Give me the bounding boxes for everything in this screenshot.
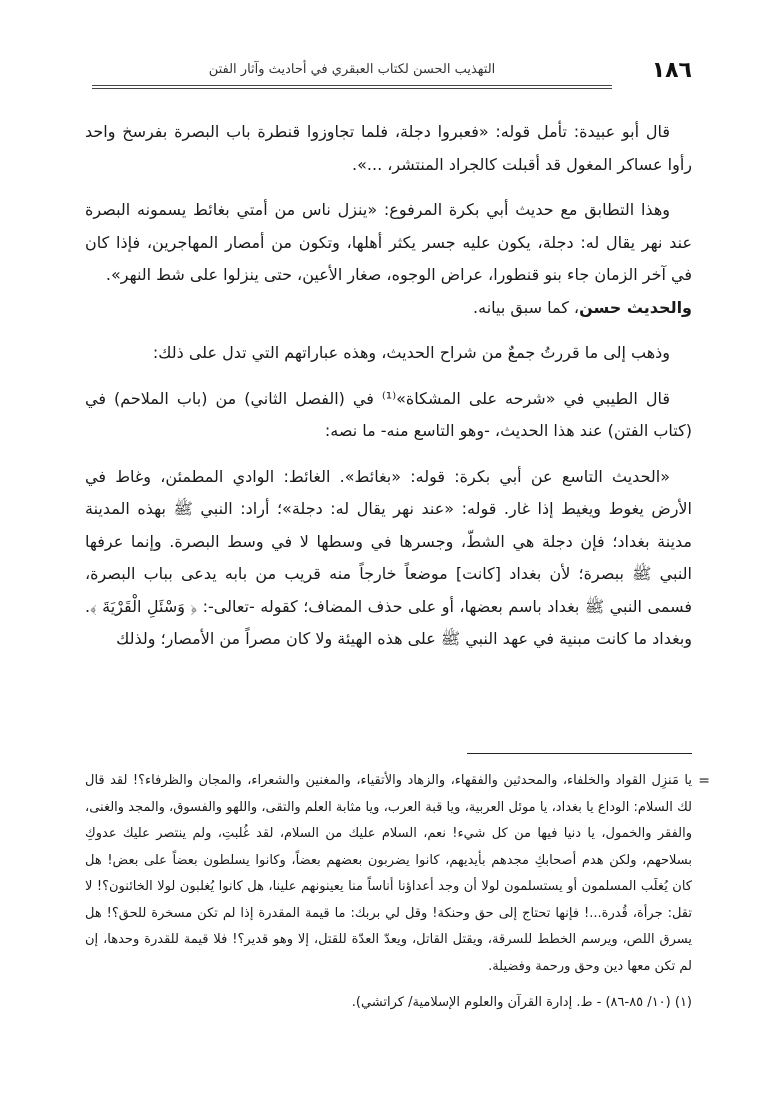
paragraph-tibi-quote: «الحديث التاسع عن أبي بكرة: قوله: «بغائط». الغائط: الوادي المطمئن، وغاط في الأرض يغوط ويغيط إذا غار. قوله: «عند نهر يقال له: دجلة»؛ أراد: النبي ﷺ بهذه المدينة مدينة بغداد؛ فإن دجلة هي الشطّ، وجسرها في وسطها لا في وسط البصرة. وإنما عرفها النبي ﷺ ببصرة؛ لأن بغداد [كانت] موضعاً خارجاً منه قريب من بابه يدعى بباب البصرة، فسمى النبي ﷺ بغداد باسم بعضها، أو على حذف المضاف؛ كقوله -تعالى-: ﴿ وَسْئَلِ الْقَرْيَةَ ﴾. وبغداد ما كانت مبنية في عهد النبي ﷺ على هذه الهيئة ولا كان مصراً من الأمصار؛ ولذلك	[85, 466, 692, 648]
page-number: ١٨٦	[651, 58, 692, 83]
footnote-continuation-text: يا مَنزِل القواد والخلفاء، والمحدثين والفقهاء، والزهاد والأتقياء، والمغنين والشعراء، والمجان والظرفاء؟! لقد قال لك السلام: الوداع يا بغداد، يا موئل العربية، ويا قبة العرب، ويا مثابة العلم والتقى، واللهو والفسوق، والمجد والغنى، والفقر والخمول، يا دنيا فيها من كل شيء! نعم، السلام عليك من السلام، لقد غُلبتِ، ولم ينتصر عليك عدوكِ بسلاحهم، ولكن هدم أصحابكِ مجدهم بأيديهم، كانوا يضربون بعضهم بعضاً، وكانوا يسلطون بعضاً على بعض! هل كان يُغلَب المسلمون أو يستسلمون لولا أن وجد أعداؤنا أناساً منا يعينونهم علينا، هل كانوا يُغلبون لولا الخائنون؟! لا تقل: جرأة، قُدرة...! فإنها تحتاج إلى حق وحنكة! وقل لي بربك: ما قيمة المقدرة إذا لم تكن مسخرة للحق؟! هل يسرق اللص، ويرسم الخطط للسرقة، ويقتل القاتل، ويعدّ العدّة للقتل، إلا وهو قدير؟! فلا قيمة للقدرة وحدها، إن لم تكن معها دين وحق ورحمة وفضيلة.	[85, 773, 692, 974]
footnote-1: (١) (١٠/ ٨٥-٨٦) - ط. إدارة القرآن والعلوم الإسلامية/ كراتشي).	[351, 995, 692, 1010]
footnote-continuation	[85, 768, 710, 980]
header-rule	[92, 85, 612, 86]
running-title: التهذيب الحسن لكتاب العبقري في أحاديث وآثار الفتن	[208, 62, 496, 77]
continuation-mark: =	[698, 773, 710, 789]
paragraph-commentators: وذهب إلى ما قررتُ جمعٌ من شراح الحديث، وهذه عباراتهم التي تدل على ذلك:	[152, 343, 670, 362]
footnote-separator	[467, 753, 692, 754]
paragraph-tibi: قال الطيبي في «شرحه على المشكاة»⁽¹⁾ في (الفصل الثاني) من (باب الملاحم) في (كتاب الفتن) عند هذا الحديث، -وهو التاسع منه- ما نصه:	[85, 388, 692, 440]
hadith-grade-bold: والحديث حسن	[579, 297, 692, 317]
header-rule-double	[92, 88, 612, 89]
paragraph-hadith-abi-bakra: وهذا التطابق مع حديث أبي بكرة المرفوع: «ينزل ناس من أمتي بغائط يسمونه البصرة عند نهر يقال له: دجلة، يكون عليه جسر يكثر أهلها، وتكون من أمصار المهاجرين، فإذا كان في آخر الزمان جاء بنو قنطورا، عراض الوجوه، صغار الأعين، حتى ينزلوا على شط النهر».	[85, 200, 692, 284]
paragraph-hadith-grade	[85, 292, 692, 325]
main-text	[85, 116, 692, 656]
page-header	[92, 58, 692, 86]
paragraph-abu-ubaida: قال أبو عبيدة: تأمل قوله: «فعبروا دجلة، فلما تجاوزوا قنطرة باب البصرة بفرسخ واحد رأوا عساكر المغول قد أقبلت كالجراد المنتشر، ...».	[85, 122, 692, 174]
hadith-grade-rest: ، كما سبق بيانه.	[473, 297, 580, 317]
footnotes	[85, 768, 710, 1017]
